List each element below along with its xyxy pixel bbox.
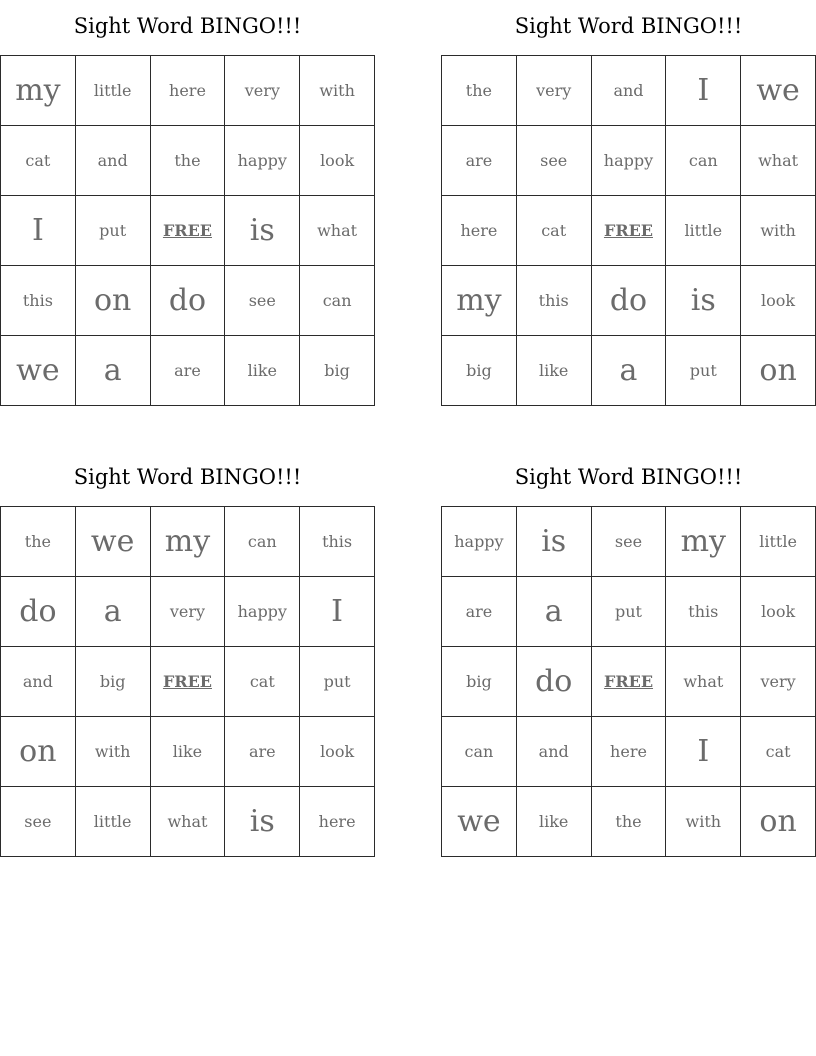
free-space: FREE <box>150 647 225 717</box>
bingo-cell: do <box>150 266 225 336</box>
bingo-cell: my <box>150 507 225 577</box>
bingo-row <box>442 507 816 577</box>
bingo-cell: cat <box>1 126 76 196</box>
bingo-cell: and <box>516 717 591 787</box>
bingo-cell: little <box>741 507 816 577</box>
bingo-cell: I <box>666 717 741 787</box>
bingo-cell: on <box>75 266 150 336</box>
bingo-grid <box>0 55 375 406</box>
bingo-cell: on <box>741 336 816 406</box>
bingo-row <box>1 717 375 787</box>
bingo-cell: happy <box>225 577 300 647</box>
bingo-cell: a <box>516 577 591 647</box>
bingo-cell: on <box>741 787 816 857</box>
bingo-cell: cat <box>516 196 591 266</box>
bingo-cell: big <box>442 336 517 406</box>
bingo-cell: can <box>442 717 517 787</box>
bingo-cell: look <box>300 717 375 787</box>
card-title: Sight Word BINGO!!! <box>73 14 302 38</box>
bingo-cell: a <box>75 336 150 406</box>
bingo-cell: here <box>300 787 375 857</box>
bingo-cell: put <box>591 577 666 647</box>
bingo-cell: big <box>442 647 517 717</box>
bingo-row <box>442 577 816 647</box>
bingo-row <box>1 196 375 266</box>
bingo-cell: what <box>666 647 741 717</box>
bingo-row <box>1 577 375 647</box>
bingo-cell: here <box>591 717 666 787</box>
bingo-grid <box>0 506 375 857</box>
card-title: Sight Word BINGO!!! <box>514 14 743 38</box>
bingo-cell: put <box>666 336 741 406</box>
bingo-cell: can <box>666 126 741 196</box>
bingo-cell: very <box>516 56 591 126</box>
bingo-cell: big <box>300 336 375 406</box>
bingo-cell: my <box>666 507 741 577</box>
bingo-cell: see <box>1 787 76 857</box>
bingo-cell: the <box>442 56 517 126</box>
bingo-row <box>1 56 375 126</box>
bingo-cell: we <box>75 507 150 577</box>
bingo-cell: look <box>741 266 816 336</box>
bingo-cell: little <box>75 787 150 857</box>
bingo-cell: this <box>516 266 591 336</box>
bingo-row <box>1 126 375 196</box>
bingo-row <box>442 787 816 857</box>
bingo-grid <box>441 55 816 406</box>
bingo-row <box>442 196 816 266</box>
bingo-cell: and <box>1 647 76 717</box>
bingo-cell: is <box>225 787 300 857</box>
bingo-row <box>442 336 816 406</box>
bingo-cell: with <box>75 717 150 787</box>
bingo-cell: a <box>591 336 666 406</box>
bingo-cell: like <box>150 717 225 787</box>
card-title: Sight Word BINGO!!! <box>514 465 743 489</box>
bingo-cell: we <box>442 787 517 857</box>
bingo-cell: big <box>75 647 150 717</box>
bingo-cell: put <box>300 647 375 717</box>
bingo-row <box>442 717 816 787</box>
bingo-cell: are <box>442 577 517 647</box>
bingo-cell: my <box>442 266 517 336</box>
bingo-cell: are <box>442 126 517 196</box>
bingo-cell: what <box>150 787 225 857</box>
bingo-cell: like <box>225 336 300 406</box>
bingo-row <box>442 56 816 126</box>
bingo-cell: this <box>1 266 76 336</box>
bingo-row <box>1 266 375 336</box>
bingo-cell: do <box>1 577 76 647</box>
bingo-cell: a <box>75 577 150 647</box>
bingo-cell: this <box>300 507 375 577</box>
bingo-row <box>442 647 816 717</box>
bingo-grid <box>441 506 816 857</box>
bingo-cell: my <box>1 56 76 126</box>
bingo-row <box>442 126 816 196</box>
bingo-cell: put <box>75 196 150 266</box>
bingo-row <box>1 336 375 406</box>
bingo-cell: cat <box>741 717 816 787</box>
bingo-cell: can <box>300 266 375 336</box>
bingo-card-2 <box>441 0 816 406</box>
bingo-cell: we <box>1 336 76 406</box>
bingo-cell: is <box>516 507 591 577</box>
bingo-cell: I <box>300 577 375 647</box>
free-space: FREE <box>591 196 666 266</box>
bingo-cell: and <box>75 126 150 196</box>
bingo-cell: are <box>150 336 225 406</box>
bingo-cell: see <box>225 266 300 336</box>
bingo-cell: look <box>300 126 375 196</box>
bingo-cell: very <box>225 56 300 126</box>
free-space: FREE <box>591 647 666 717</box>
bingo-cell: see <box>516 126 591 196</box>
bingo-cell: like <box>516 336 591 406</box>
bingo-cell: very <box>150 577 225 647</box>
bingo-cell: do <box>516 647 591 717</box>
bingo-cell: the <box>1 507 76 577</box>
bingo-cell: here <box>442 196 517 266</box>
bingo-cell: what <box>300 196 375 266</box>
bingo-cell: happy <box>225 126 300 196</box>
bingo-cell: with <box>666 787 741 857</box>
bingo-row <box>1 787 375 857</box>
bingo-cell: what <box>741 126 816 196</box>
free-space: FREE <box>150 196 225 266</box>
bingo-cell: little <box>666 196 741 266</box>
bingo-cell: can <box>225 507 300 577</box>
bingo-cell: happy <box>591 126 666 196</box>
card-title: Sight Word BINGO!!! <box>73 465 302 489</box>
bingo-cell: the <box>591 787 666 857</box>
bingo-cell: is <box>666 266 741 336</box>
bingo-cell: see <box>591 507 666 577</box>
bingo-cell: are <box>225 717 300 787</box>
bingo-cell: is <box>225 196 300 266</box>
bingo-cell: we <box>741 56 816 126</box>
bingo-cell: with <box>741 196 816 266</box>
bingo-cell: little <box>75 56 150 126</box>
bingo-cell: I <box>1 196 76 266</box>
bingo-row <box>442 266 816 336</box>
bingo-cell: I <box>666 56 741 126</box>
bingo-card-4 <box>441 451 816 857</box>
bingo-cell: this <box>666 577 741 647</box>
bingo-cell: and <box>591 56 666 126</box>
bingo-card-1 <box>0 0 375 406</box>
bingo-cell: very <box>741 647 816 717</box>
bingo-cell: cat <box>225 647 300 717</box>
bingo-cell: here <box>150 56 225 126</box>
bingo-card-3 <box>0 451 375 857</box>
bingo-cell: happy <box>442 507 517 577</box>
bingo-cell: look <box>741 577 816 647</box>
bingo-cell: like <box>516 787 591 857</box>
bingo-row <box>1 507 375 577</box>
bingo-cell: the <box>150 126 225 196</box>
bingo-row <box>1 647 375 717</box>
bingo-cell: with <box>300 56 375 126</box>
bingo-cell: do <box>591 266 666 336</box>
bingo-cell: on <box>1 717 76 787</box>
